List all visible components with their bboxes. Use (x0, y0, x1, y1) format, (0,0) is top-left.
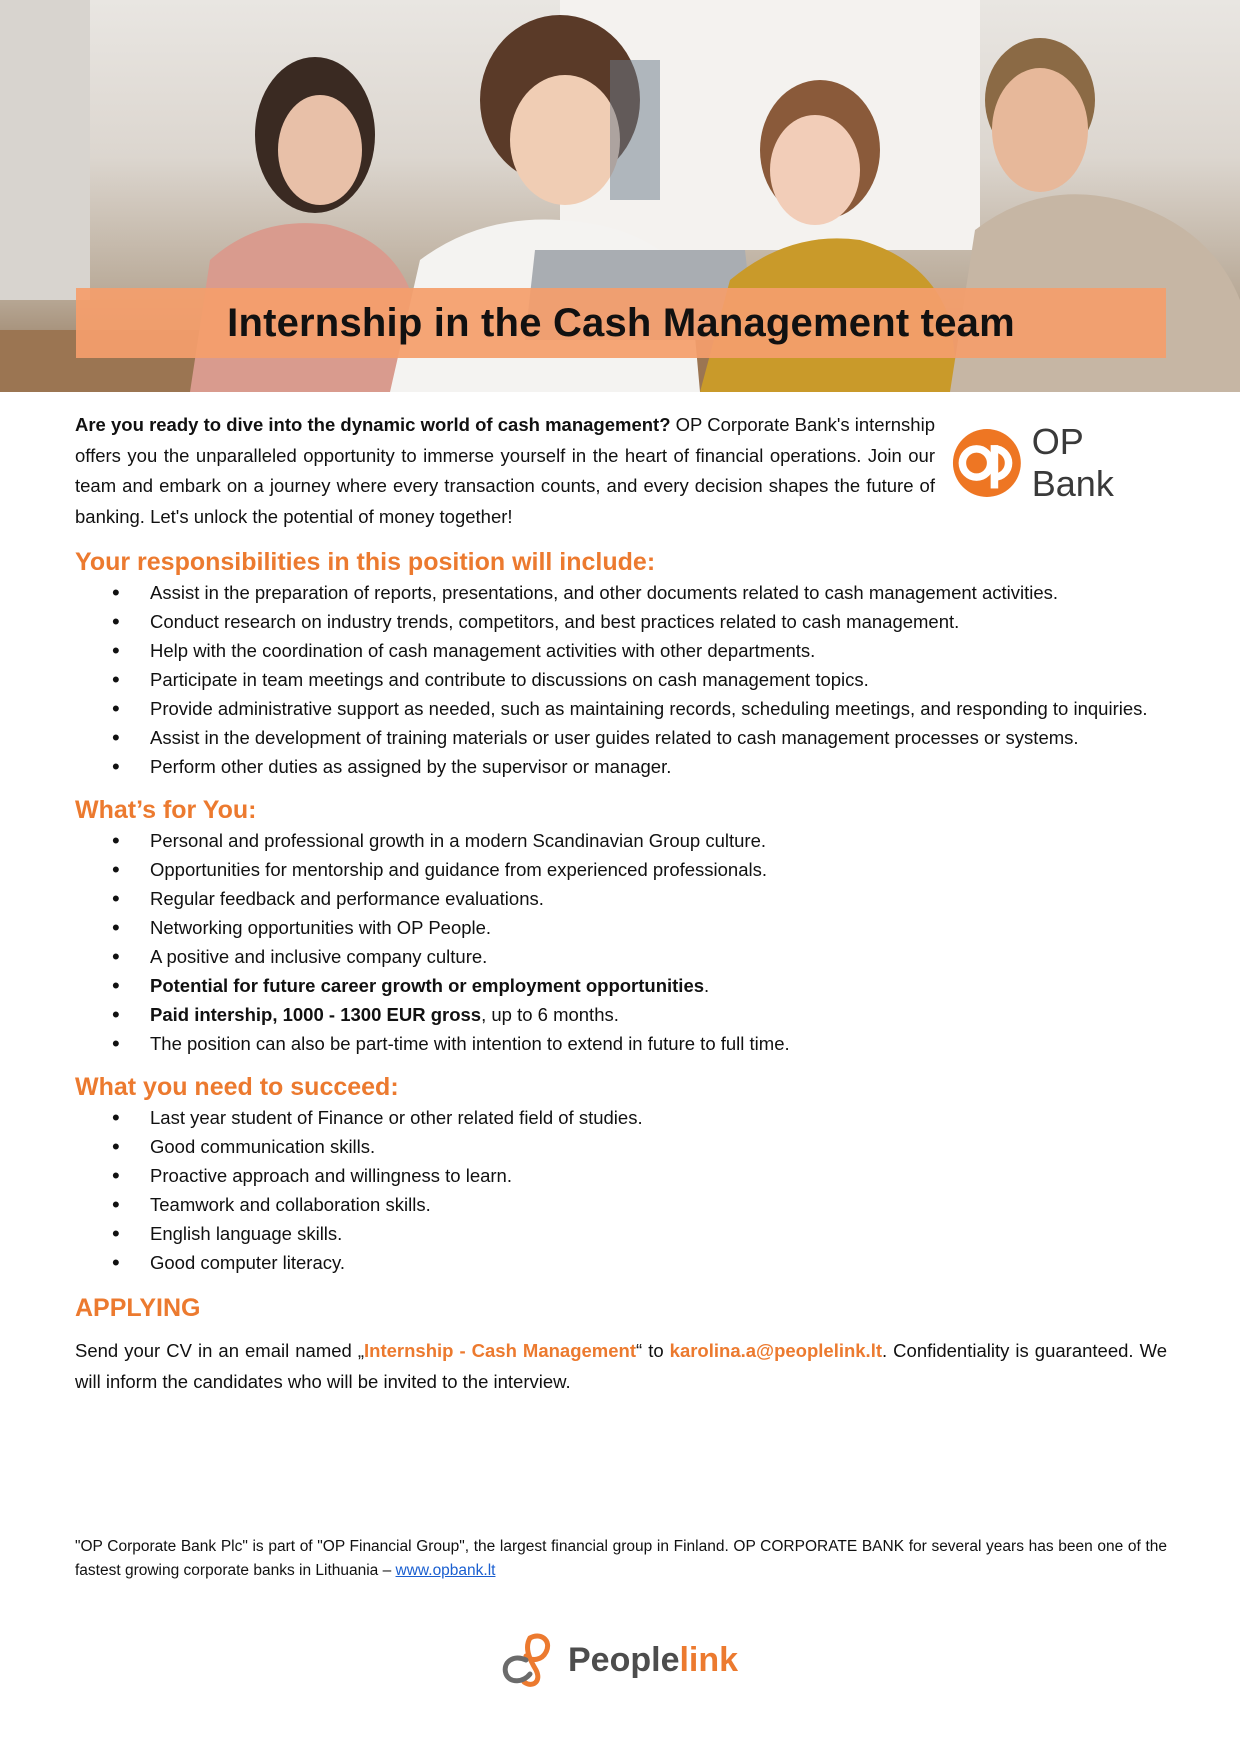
salary-bold: Paid intership, 1000 - 1300 EUR gross (150, 1004, 482, 1025)
intro-text: OP Corporate Bank's internship offers you the unparalleled opportunity to immerse yourself in the heart of financial operations. Join our team and embark on a journey where every transaction counts, and every decision shapes the future of banking. Let's unlock the potential of money together! (75, 414, 935, 527)
benefits-heading: What’s for You: (75, 796, 257, 824)
benefits-list (75, 827, 1167, 1057)
peoplelink-text-link: link (679, 1640, 739, 1679)
list-item: • Regular feedback and performance evaluations. (75, 885, 1167, 912)
contact-email-link[interactable]: karolina.a@peoplelink.lt (669, 1340, 882, 1361)
responsibilities-list (75, 579, 1167, 780)
op-logo-text: OP Bank (1031, 421, 1114, 504)
list-item: • Personal and professional growth in a modern Scandinavian Group culture. (75, 827, 1167, 854)
peoplelink-logo (500, 1630, 738, 1690)
hero-banner (0, 0, 1240, 392)
list-item: • Assist in the development of training materials or user guides related to cash management processes or systems. (75, 724, 1167, 751)
list-item: • Perform other duties as assigned by the supervisor or manager. (75, 753, 1167, 780)
list-item: • A positive and inclusive company culture. (75, 943, 1167, 970)
title-banner (76, 288, 1166, 358)
peoplelink-wordmark (568, 1641, 738, 1680)
list-item: • Networking opportunities with OP People. (75, 914, 1167, 941)
requirements-list (75, 1104, 1167, 1276)
list-item (75, 972, 1167, 999)
op-logo-icon (952, 426, 1022, 500)
email-subject: Internship - Cash Management (364, 1340, 636, 1361)
peoplelink-icon (500, 1630, 556, 1690)
list-item: • Help with the coordination of cash management activities with other departments. (75, 637, 1167, 664)
list-item: • Conduct research on industry trends, competitors, and best practices related to cash management. (75, 608, 1167, 635)
list-item: • Good communication skills. (75, 1133, 1167, 1160)
intro-paragraph (75, 410, 935, 532)
company-footnote (75, 1535, 1167, 1583)
responsibilities-heading: Your responsibilities in this position will include: (75, 548, 656, 576)
page-title: Internship in the Cash Management team (227, 300, 1015, 345)
list-item: • Good computer literacy. (75, 1249, 1167, 1276)
list-item: • Provide administrative support as needed, such as maintaining records, scheduling meetings, and responding to inquiries. (75, 695, 1167, 722)
applying-text-2: “ to (636, 1340, 670, 1361)
applying-paragraph (75, 1335, 1167, 1397)
applying-text-1: Send your CV in an email named „ (75, 1340, 365, 1361)
list-item: • Teamwork and collaboration skills. (75, 1191, 1167, 1218)
list-item (75, 1001, 1167, 1028)
opbank-website-link[interactable]: www.opbank.lt (395, 1562, 496, 1579)
list-item: • Last year student of Finance or other related field of studies. (75, 1104, 1167, 1131)
op-bank-logo (952, 421, 1167, 504)
intro-bold: Are you ready to dive into the dynamic world of cash management? (75, 414, 671, 435)
list-item: • English language skills. (75, 1220, 1167, 1247)
applying-heading: APPLYING (75, 1294, 201, 1322)
list-item: • Proactive approach and willingness to learn. (75, 1162, 1167, 1189)
footnote-text: "OP Corporate Bank Plc" is part of "OP Financial Group", the largest financial group in Finland. OP CORPORATE BANK for several years has been one of the fastest growing corporate banks in Lithuania – (75, 1538, 1167, 1579)
intro-section (75, 404, 1167, 532)
list-item: • Participate in team meetings and contribute to discussions on cash management topics. (75, 666, 1167, 693)
list-item: • The position can also be part-time with intention to extend in future to full time. (75, 1030, 1167, 1057)
salary-rest: , up to 6 months. (481, 1004, 619, 1025)
list-item: • Assist in the preparation of reports, presentations, and other documents related to cash management activities. (75, 579, 1167, 606)
main-content (75, 404, 1167, 1397)
applying-text-3: . Confidentiality is guaranteed. We will inform the candidates who will be invited to the interview. (75, 1340, 1167, 1392)
career-growth-bold: Potential for future career growth or employment opportunities (150, 975, 705, 996)
requirements-heading: What you need to succeed: (75, 1073, 399, 1101)
peoplelink-text-people: People (568, 1640, 680, 1679)
career-growth-end: . (704, 975, 710, 996)
list-item: • Opportunities for mentorship and guidance from experienced professionals. (75, 856, 1167, 883)
